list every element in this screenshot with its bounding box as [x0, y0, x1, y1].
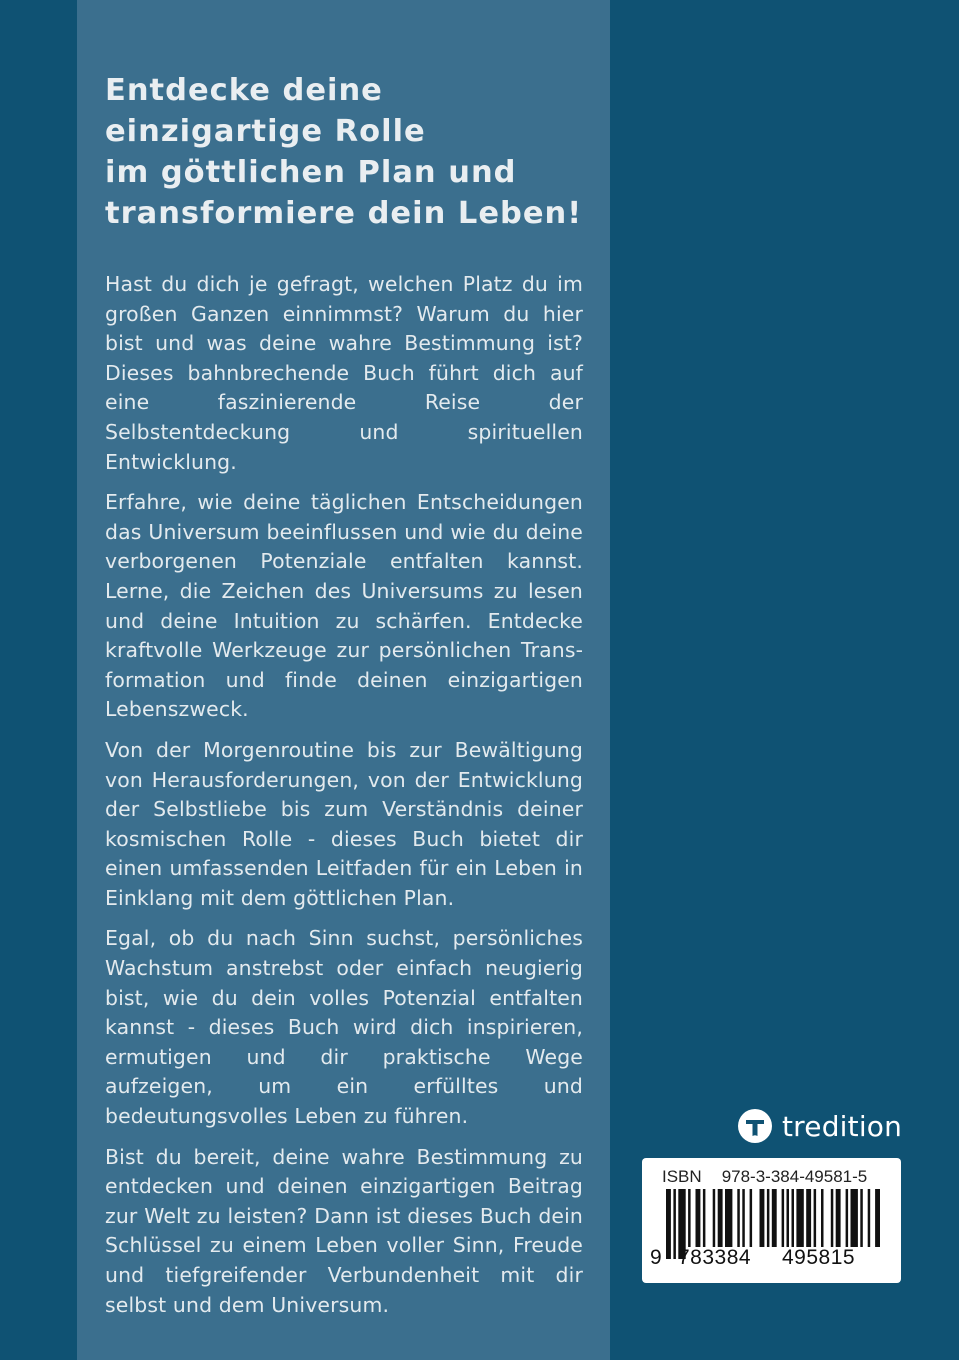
barcode-bar [787, 1189, 790, 1247]
headline-line: einzigartige Rolle [105, 114, 426, 149]
barcode-bar [821, 1189, 824, 1247]
barcode-bar [742, 1189, 745, 1247]
barcode-bar [875, 1189, 880, 1247]
barcode-bar [713, 1189, 716, 1247]
blurb-paragraph: Bist du bereit, deine wahre Bestimmung zu entdecken und deinen einzigartigen Beitrag zur Welt zu leisten? Dann ist dieses Buch dein Schlüssel zu einem Leben voller Sinn, Freude und tiefgreifender Verbundenheit mit dir selbst und dem Universum. [105, 1144, 583, 1317]
headline-line: transformiere dein Leben! [105, 196, 583, 231]
barcode-bar [851, 1189, 858, 1247]
barcode-bar [696, 1189, 701, 1247]
barcode-bar [703, 1189, 706, 1247]
blurb-paragraph: Erfahre, wie deine täglichen Entscheidungen das Universum beeinflussen und wie du deine verborgenen Potenziale entfalten kannst. Lerne, die Zeichen des Universums zu lesen und deine Intuition zu schärfen. Entdecke kraftvolle Werkzeuge zur persönlichen Transformation und finde deinen einzigartigen Lebenszweck. [105, 490, 583, 722]
blurb-paragraph: Von der Morgenroutine bis zur Bewältigung von Herausforderungen, von der Entwicklung der Selbstliebe bis zum Verständnis deiner kosmischen Rolle - dieses Buch bietet dir einen umfassenden Leitfaden für ein Leben in Einklang mit dem göttlichen Plan. [105, 737, 583, 910]
blurb-paragraph: Hast du dich je gefragt, welchen Platz du im großen Ganzen einnimmst? Warum du hier bist und was deine wahre Bestimmung ist? Dieses bahnbrechende Buch führt dich auf eine faszinierende Reise der Selbstentdeckung und spirituellen Entwicklung. [105, 272, 583, 474]
isbn-barcode-box [642, 1158, 901, 1283]
barcode-bar [737, 1189, 740, 1247]
headline [105, 70, 605, 234]
barcode-left-digits: 783384 [678, 1246, 752, 1269]
isbn-prefix: ISBN [662, 1167, 702, 1186]
barcode-bar [831, 1189, 834, 1247]
barcode-bar [725, 1189, 732, 1247]
barcode-bar [750, 1189, 753, 1247]
barcode-bar [868, 1189, 871, 1247]
barcode-bar [796, 1189, 803, 1247]
publisher-name: tredition [782, 1109, 903, 1143]
barcode-bar [718, 1189, 723, 1247]
publisher-logo [738, 1106, 902, 1146]
barcode-bar [806, 1189, 811, 1247]
barcode-bar [860, 1189, 863, 1247]
headline-line: Entdecke deine [105, 73, 383, 108]
isbn-number: 978-3-384-49581-5 [721, 1167, 868, 1186]
barcode-bar [673, 1189, 676, 1259]
blurb-paragraph: Egal, ob du nach Sinn suchst, persönliches Wachstum anstrebst oder einfach neugierig bist, wie du dein volles Potenzial entfalten kannst - dieses Buch wird dich inspirieren, ermutigen und dir praktische Wege aufzeigen, um ein erfülltes und bedeutungsvolles Leben zu führen. [105, 926, 583, 1129]
barcode-lead-digit: 9 [650, 1246, 663, 1269]
tredition-logo-icon [738, 1109, 772, 1143]
barcode-bar [846, 1189, 849, 1247]
barcode-right-digits: 495815 [782, 1246, 856, 1269]
headline-line: im göttlichen Plan und [105, 155, 517, 190]
barcode-bar [767, 1189, 770, 1247]
barcode-bar [792, 1189, 795, 1247]
barcode-bar [666, 1189, 671, 1259]
isbn-label [662, 1167, 867, 1187]
barcode-bar [782, 1189, 785, 1247]
barcode-bar [836, 1189, 841, 1247]
barcode-bar [760, 1189, 765, 1247]
barcode-bar [814, 1189, 817, 1247]
barcode-bar [688, 1189, 691, 1247]
blurb [105, 270, 583, 1331]
barcode-bar [772, 1189, 777, 1247]
